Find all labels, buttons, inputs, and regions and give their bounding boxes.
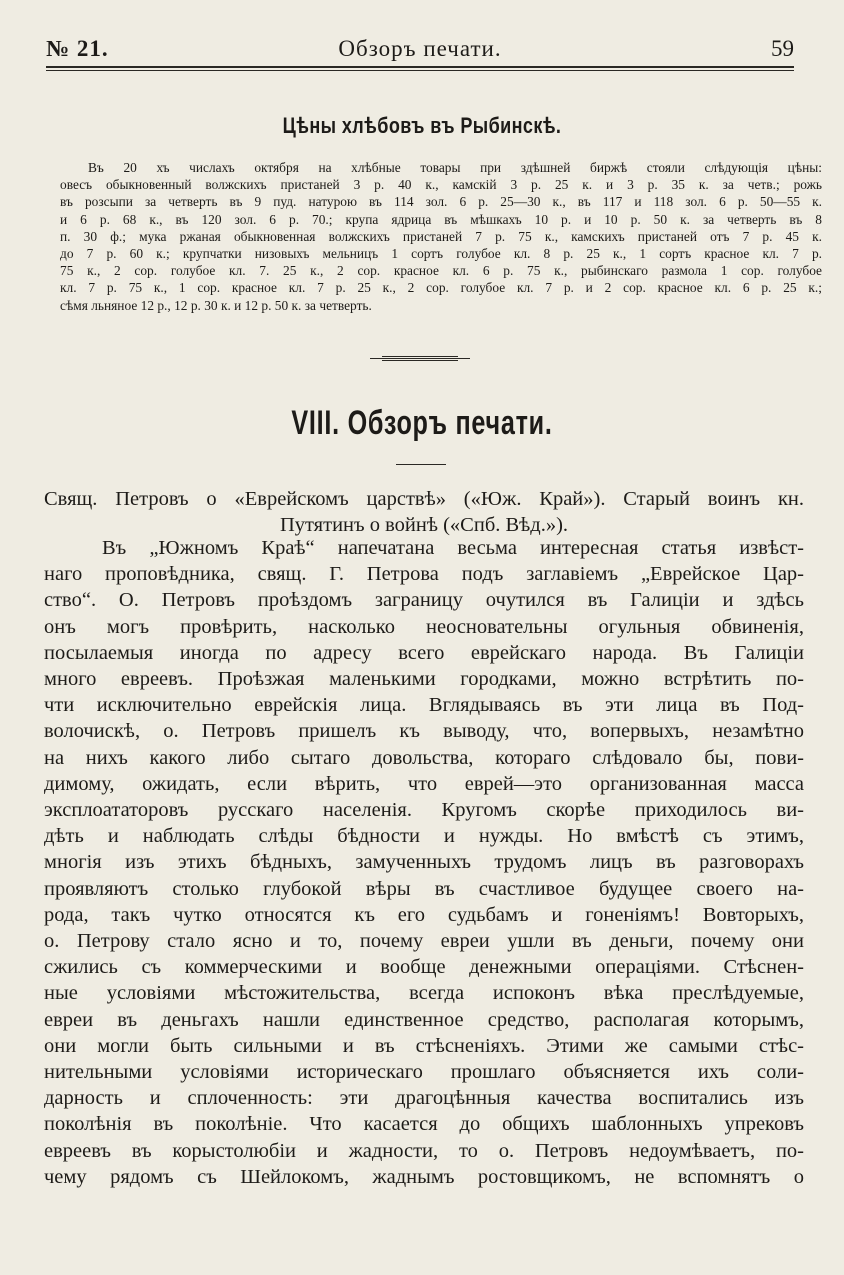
text-line: до 7 р. 60 к.; крупчатки низовыхъ мельницъ 1 сортъ голубое кл. 8 р. 25 к., 1 сортъ красное кл. 7 р.: [60, 246, 822, 262]
text-line: овесъ обыкновенный волжскихъ пристаней 3 р. 40 к., камскій 3 р. 25 к. и 3 р. 35 к. за четв.; рожь: [60, 177, 822, 193]
text-line: онъ могъ провѣрить, насколько неосновательны огульныя обвиненія,: [44, 615, 804, 638]
text-line: поколѣнія въ поколѣніе. Что касается до общихъ шаблонныхъ упрековъ: [44, 1113, 804, 1136]
text-line: евреи въ деньгахъ нашли единственное средство, располагая которымъ,: [44, 1008, 804, 1031]
text-line: чему рядомъ съ Шейлокомъ, жаднымъ ростовщикомъ, не вспомнятъ о: [44, 1165, 804, 1188]
text-line: сѣмя льняное 12 р., 12 р. 30 к. и 12 р. 50 к. за четверть.: [60, 297, 372, 313]
header-rule: [46, 66, 794, 68]
text-line: много евреевъ. Проѣзжая маленькими городками, можно встрѣтить по-: [44, 668, 804, 691]
subtitle-line: Путятинъ о войнѣ («Спб. Вѣд.»).: [279, 514, 569, 536]
text-line: Въ „Южномъ Краѣ“ напечатана весьма интересная статья извѣст-: [102, 537, 804, 559]
text-line: посылаемыя иногда по адресу всего еврейскаго народа. Въ Галиціи: [44, 641, 804, 664]
heading-underline: [396, 464, 446, 465]
press-review-subtitle: [44, 486, 804, 538]
subtitle-line: Свящ. Петровъ о «Еврейскомъ царствѣ» («Юж. Край»). Старый воинъ кн.: [44, 488, 804, 510]
text-line: Въ 20 хъ числахъ октября на хлѣбные товары при здѣшней биржѣ стояли слѣдующія цѣны:: [88, 160, 822, 175]
issue-number: № 21.: [46, 36, 109, 61]
text-line: на нихъ какого либо сытаго довольства, котораго слѣдовало бы, пови-: [44, 746, 804, 769]
ornamental-divider: [370, 356, 470, 362]
text-line: п. 30 ф.; мука ржаная обыкновенная волжскихъ пристаней 7 р. 75 к., камскихъ пристаней отъ 7 р. 45 к.: [60, 228, 822, 244]
running-title: Обзоръ печати.: [338, 36, 502, 61]
text-line: нительными условіями историческаго прошлаго объясняется ихъ соли-: [44, 1061, 804, 1084]
text-line: наго проповѣдника, свящ. Г. Петрова подъ заглавіемъ „Еврейское Цар-: [44, 563, 804, 586]
text-line: дарность и сплоченность: эти драгоцѣнныя качества воспитались изъ: [44, 1087, 804, 1110]
text-line: ство“. О. Петровъ проѣздомъ заграницу очутился въ Галиціи и здѣсь: [44, 589, 804, 612]
text-line: въ розсыпи за четверть въ 9 пуд. натурою въ 114 зол. 6 р. 25—30 к., въ 117 и 118 зол. 6 р. 50—55 к.: [60, 194, 822, 210]
header-rule-thin: [46, 70, 794, 71]
text-line: они могли быть сильными и въ стѣсненіяхъ. Этими же самыми стѣс-: [44, 1034, 804, 1057]
text-line: проявляютъ столько глубокой вѣры въ счастливое будущее своего на-: [44, 877, 804, 900]
text-line: чти исключительно еврейскія лица. Вглядываясь въ эти лица въ Под-: [44, 694, 804, 717]
text-line: димому, ожидать, если вѣрить, что еврей—это организованная масса: [44, 772, 804, 795]
text-line: о. Петрову стало ясно и то, почему евреи ушли въ деньги, почему они: [44, 930, 804, 953]
text-line: евреевъ въ корыстолюбіи и жадности, то о. Петровъ недоумѣваетъ, по-: [44, 1139, 804, 1162]
running-header: [46, 36, 794, 66]
text-line: эксплоататоровъ русскаго населенія. Кругомъ скорѣе приходилось ви-: [44, 799, 804, 822]
page-number: 59: [771, 36, 794, 61]
text-line: дѣть и наблюдать слѣды бѣдности и нужды. Но вмѣстѣ съ этимъ,: [44, 825, 804, 848]
text-line: ные условіями мѣстожительства, всегда испоконъ вѣка преслѣдуемые,: [44, 982, 804, 1005]
grain-prices-paragraph: [60, 159, 822, 314]
text-line: волочискѣ, о. Петровъ пришелъ къ выводу, что, вопервыхъ, незамѣтно: [44, 720, 804, 743]
grain-prices-heading: Цѣны хлѣбовъ въ Рыбинскѣ.: [282, 113, 562, 138]
press-review-heading: VIII. Обзоръ печати.: [291, 404, 553, 442]
press-review-body: [44, 535, 804, 1190]
text-line: 75 к., 2 сор. голубое кл. 7. 25 к., 2 сор. красное кл. 6 р. 75 к., рыбинскаго размола 1 сор. голубое: [60, 263, 822, 279]
text-line: и 6 р. 68 к., въ 120 зол. 6 р. 70.; крупа ядрица въ мѣшкахъ 10 р. и 10 р. 50 к. за четверть въ 8: [60, 211, 822, 227]
text-line: кл. 7 р. 75 к., 1 сор. красное кл. 7 р. 25 к., 2 сор. голубое кл. 7 р. и 2 сор. красное кл. 6 р. 25 к.;: [60, 280, 822, 296]
text-line: многія изъ этихъ бѣдныхъ, замученныхъ трудомъ лицъ въ разговорахъ: [44, 851, 804, 874]
text-line: рода, такъ чутко относятся къ его судьбамъ и гоненіямъ! Вовторыхъ,: [44, 903, 804, 926]
text-line: сжились съ коммерческими и вообще денежными операціями. Стѣснен-: [44, 956, 804, 979]
